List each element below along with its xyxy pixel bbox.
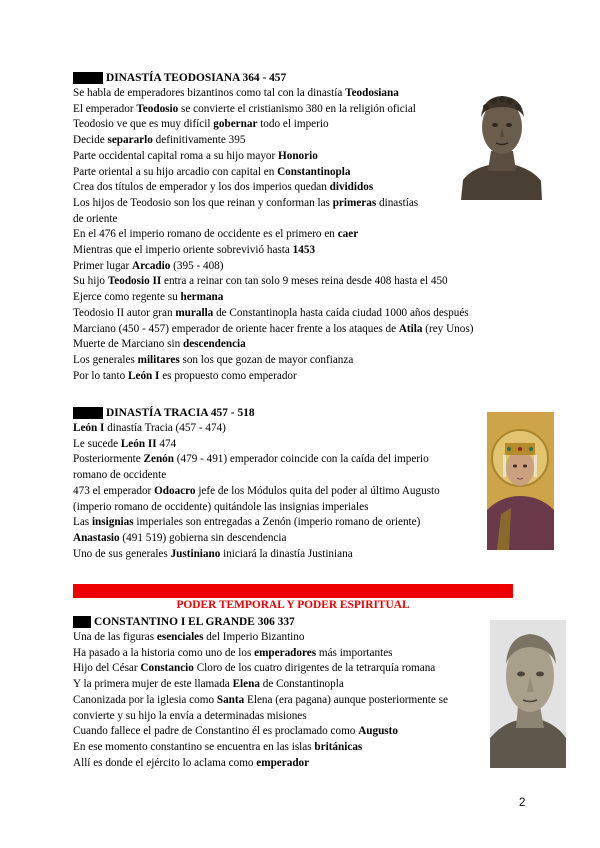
text-run: más importantes [316, 646, 393, 659]
text-run: entra a reinar con tan solo 9 meses reina desde 408 hasta el 450 [161, 275, 448, 288]
text-run: Parte occidental capital roma a su hijo mayor [73, 149, 279, 162]
heading-text: CONSTANTINO I EL GRANDE 306 337 [94, 616, 295, 628]
bold-term: Arcadio [132, 259, 171, 272]
bold-term: emperadores [254, 646, 317, 659]
section-body [73, 421, 440, 562]
text-run: (imperio romano de occidente) quitándole las insignias imperiales [73, 500, 369, 513]
bold-term: Anastasio [73, 531, 120, 544]
heading-text: DINASTÍA TRACIA 457 - 518 [106, 407, 255, 419]
bold-term: Honorio [278, 149, 318, 162]
text-line [73, 421, 440, 437]
text-line [73, 630, 448, 646]
text-run: convierte y su hijo la envía a determinadas misiones [73, 709, 307, 722]
bold-term: muralla [175, 306, 214, 319]
bold-term: Zenón [143, 453, 174, 466]
text-line [73, 756, 448, 772]
bold-term: Teodosio II [107, 275, 162, 288]
text-line [73, 515, 440, 531]
text-run: dinastía Tracia (457 - 474) [104, 422, 226, 434]
text-run: definitivamente 395 [152, 134, 246, 147]
bold-term: descendencia [182, 338, 246, 351]
text-run: imperiales son entregadas a Zenón (imperio romano de oriente) [133, 516, 421, 529]
text-run: romano de occidente [73, 469, 167, 482]
text-line [73, 677, 448, 693]
text-line [73, 547, 440, 563]
text-run: Decide [73, 134, 108, 147]
text-run: Su hijo [73, 275, 108, 288]
text-run: Cloro de los cuatro dirigentes de la tetrarquía romana [193, 662, 436, 675]
bold-term: Elena [232, 678, 260, 691]
section-body [73, 86, 473, 384]
bold-term: Constantinopla [277, 165, 351, 178]
section-teodosiana [73, 70, 473, 384]
text-run: Ejerce como regente su [73, 291, 181, 304]
text-line [73, 437, 440, 453]
bold-term: Santa [216, 693, 245, 706]
text-line [73, 693, 448, 709]
text-run: Uno de sus generales [73, 547, 171, 560]
text-run: Marciano (450 - 457) emperador de oriente hacer frente a los ataques de [73, 322, 399, 335]
text-line [73, 180, 473, 196]
bold-term: británicas [314, 740, 363, 753]
bold-term: divididos [329, 181, 374, 194]
bold-term: Teodosio [136, 102, 179, 115]
section-heading [73, 405, 440, 421]
text-line [73, 102, 473, 118]
text-line [73, 646, 448, 662]
teodosio-bust-image [461, 85, 542, 200]
text-run: Teodosio ve que es muy difícil [73, 118, 214, 131]
text-run: Los generales [73, 353, 138, 366]
text-line [73, 724, 448, 740]
text-line [73, 709, 448, 725]
bold-term: militares [137, 353, 180, 366]
text-line [73, 452, 440, 468]
bold-term: Odoacro [154, 484, 196, 497]
section-heading [73, 70, 473, 86]
text-run: iniciará la dinastía Justiniana [220, 547, 353, 560]
text-run: del Imperio Bizantino [203, 631, 305, 643]
text-line [73, 86, 473, 102]
text-run: (479 - 491) emperador coincide con la caída del imperio [174, 453, 429, 466]
bold-term: hermana [180, 291, 224, 304]
bold-term: primeras [332, 196, 377, 209]
text-line [73, 165, 473, 181]
text-line [73, 322, 473, 338]
text-run: Cuando fallece el padre de Constantino él es proclamado como [73, 725, 359, 738]
text-line [73, 337, 473, 353]
banner-title: PODER TEMPORAL Y PODER ESPIRITUAL [176, 599, 410, 611]
text-line [73, 196, 473, 212]
bold-term: León I [128, 369, 160, 382]
text-run: es propuesto como emperador [159, 369, 297, 382]
text-line [73, 500, 440, 516]
text-run: (395 - 408) [170, 259, 224, 272]
text-run: Una de las figuras [73, 631, 157, 643]
text-run: de oriente [73, 212, 118, 225]
text-line [73, 274, 473, 290]
text-run: Hijo del César [73, 662, 141, 675]
text-line [73, 259, 473, 275]
red-divider-bar [73, 584, 513, 598]
text-run: Por lo tanto [73, 369, 129, 382]
text-line [73, 353, 473, 369]
text-line [73, 243, 473, 259]
text-run: 474 [156, 437, 177, 450]
text-line [73, 306, 473, 322]
text-line [73, 531, 440, 547]
text-run: 473 el emperador [73, 484, 155, 497]
text-line [73, 290, 473, 306]
text-run: Canonizada por la iglesia como [73, 693, 217, 706]
section-heading [73, 614, 448, 630]
text-line [73, 212, 473, 228]
bold-term: Justiniano [170, 547, 221, 560]
text-run: Crea dos títulos de emperador y los dos imperios quedan [73, 181, 330, 194]
text-run: Muerte de Marciano sin [73, 338, 183, 351]
text-run: dinastías [376, 196, 419, 209]
text-run: En el 476 el imperio romano de occidente es el primero en [73, 228, 338, 241]
text-run: Elena (era pagana) aunque posteriormente se [244, 693, 448, 706]
bold-term: Teodosiana [345, 87, 399, 99]
bold-term: insignias [91, 516, 134, 529]
bold-term: León II [120, 437, 157, 450]
bold-term: gobernar [213, 118, 258, 131]
page-number: 2 [519, 797, 526, 809]
text-line [73, 117, 473, 133]
heading-marker [73, 616, 91, 628]
heading-marker [73, 72, 103, 84]
text-run: Se habla de emperadores bizantinos como tal con la dinastía [73, 87, 346, 99]
text-line [73, 484, 440, 500]
section-body [73, 630, 448, 771]
text-run: (491 519) gobierna sin descendencia [119, 531, 287, 544]
text-run: Mientras que el imperio oriente sobrevivió hasta [73, 244, 293, 257]
text-run: Parte oriental a su hijo arcadio con capital en [73, 165, 278, 178]
text-run: de Constantinopla hasta caída ciudad 1000 años después [213, 306, 469, 319]
section-tracia [73, 405, 440, 562]
text-run: Y la primera mujer de este llamada [73, 678, 233, 691]
text-run: (rey Unos) [422, 322, 474, 335]
text-run: son los que gozan de mayor confianza [179, 353, 354, 366]
heading-marker [73, 407, 103, 419]
text-run: Teodosio II autor gran [73, 306, 176, 319]
text-line [73, 227, 473, 243]
text-run: todo el imperio [257, 118, 329, 131]
text-run: Las [73, 516, 92, 529]
text-line [73, 133, 473, 149]
text-line [73, 740, 448, 756]
section-constantino [73, 614, 448, 771]
constantino-head-image [490, 620, 566, 768]
text-run: de Constantinopla [259, 678, 344, 691]
bold-term: Atila [398, 322, 423, 335]
text-run: Le sucede [73, 437, 121, 450]
text-run: jefe de los Módulos quita del poder al último Augusto [195, 484, 440, 497]
text-run: se convierte el cristianismo 380 en la religión oficial [178, 102, 416, 115]
text-run: El emperador [73, 102, 137, 115]
text-run: Allí es donde el ejército lo aclama como [73, 756, 257, 769]
text-run: Posteriormente [73, 453, 144, 466]
bold-term: Augusto [358, 725, 398, 738]
bold-term: caer [337, 228, 359, 241]
text-line [73, 369, 473, 385]
text-line [73, 149, 473, 165]
text-run: Primer lugar [73, 259, 133, 272]
text-run: En ese momento constantino se encuentra en las islas [73, 740, 315, 753]
justiniano-mosaic-image [487, 412, 554, 550]
bold-term: 1453 [292, 244, 316, 257]
bold-term: Constancio [140, 662, 194, 675]
text-line [73, 661, 448, 677]
bold-term: esenciales [156, 631, 204, 643]
bold-term: emperador [256, 756, 310, 769]
text-run: Ha pasado a la historia como uno de los [73, 646, 255, 659]
bold-term: separarlo [107, 134, 153, 147]
heading-text: DINASTÍA TEODOSIANA 364 - 457 [106, 72, 287, 84]
bold-term: León I [73, 422, 105, 434]
text-run: Los hijos de Teodosio son los que reinan y conforman las [73, 196, 333, 209]
text-line [73, 468, 440, 484]
